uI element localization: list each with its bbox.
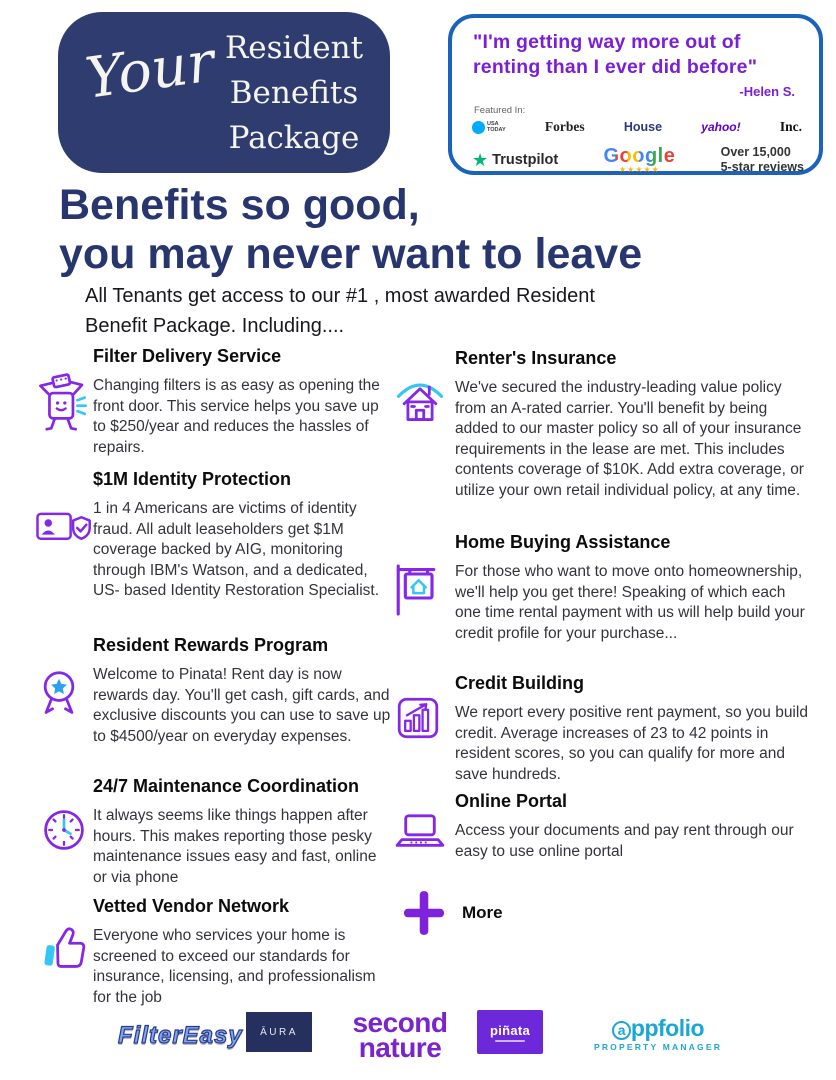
house-logo: House bbox=[623, 120, 663, 134]
benefit-online-portal bbox=[392, 790, 812, 862]
subheadline-line-2: Benefit Package. Including.... bbox=[85, 315, 345, 337]
trustpilot-star-icon: ★ bbox=[472, 150, 489, 170]
filter-box-character-icon bbox=[35, 371, 91, 440]
benefit-body: It always seems like things happen after hours. This makes reporting those pesky maintenance issues easy and fast, online or via phone bbox=[93, 807, 377, 886]
benefit-body: Access your documents and pay rent through our easy to use online portal bbox=[455, 822, 794, 860]
filtereasy-logo: FilterEasy bbox=[118, 1022, 243, 1049]
quote-line-1: "I'm getting way more out of bbox=[473, 31, 741, 53]
award-ribbon-icon bbox=[35, 664, 83, 729]
badge-line-2: Benefits bbox=[229, 75, 359, 111]
benefit-title: Online Portal bbox=[455, 791, 568, 811]
home-sale-sign-icon bbox=[392, 561, 440, 624]
google-stars-icon: ★★★★★ bbox=[618, 165, 660, 174]
pinata-logo-text: piñata bbox=[489, 1022, 531, 1038]
appfolio-logo-text: a ppfolio bbox=[583, 1016, 733, 1040]
quote-line-2: renting than I ever did before" bbox=[473, 56, 758, 78]
review-count-line-1: Over 15,000 bbox=[720, 145, 791, 159]
laptop-icon bbox=[395, 812, 445, 857]
benefit-title: Credit Building bbox=[455, 673, 584, 693]
badge-line-3: Package bbox=[228, 120, 360, 156]
appfolio-subtitle: PROPERTY MANAGER bbox=[593, 1042, 723, 1052]
pinata-tagline-line bbox=[495, 1040, 525, 1042]
benefit-more bbox=[392, 891, 692, 923]
benefit-home-buying bbox=[392, 531, 812, 644]
badge-line-1: Resident bbox=[224, 30, 364, 66]
pinata-logo bbox=[477, 1010, 543, 1054]
benefit-title: $1M Identity Protection bbox=[93, 469, 292, 489]
usa-today-text: USA TODAY bbox=[487, 121, 506, 133]
benefit-title: Renter's Insurance bbox=[455, 348, 617, 368]
benefit-vendor-network bbox=[35, 895, 393, 1008]
thumbs-up-icon bbox=[39, 921, 89, 978]
benefit-title: Filter Delivery Service bbox=[93, 346, 282, 366]
benefit-body: We report every positive rent payment, so you build credit. Average increases of 23 to 42 points in resident scores, so you can qualify for more and save hundreds. bbox=[455, 704, 808, 783]
benefit-body: Welcome to Pinata! Rent day is now rewards day. You'll get cash, gift cards, and exclusive discounts you can use to save up to $4500/year on everyday expenses. bbox=[93, 666, 391, 745]
inc-logo: Inc. bbox=[779, 119, 802, 134]
appfolio-logo bbox=[583, 1016, 733, 1052]
benefit-body: Everyone who services your home is screened to exceed our standards for insurance, licensing, and professionalism for the job bbox=[93, 927, 376, 1006]
subheadline bbox=[85, 281, 595, 341]
benefit-renters-insurance bbox=[392, 347, 812, 501]
id-card-shield-icon bbox=[35, 506, 93, 555]
benefit-title: Resident Rewards Program bbox=[93, 635, 329, 655]
featured-in-label: Featured In: bbox=[474, 105, 526, 116]
testimonial-card bbox=[448, 14, 823, 175]
benefit-title: Vetted Vendor Network bbox=[93, 896, 290, 916]
benefit-maintenance bbox=[35, 775, 393, 888]
usa-today-logo bbox=[472, 121, 506, 134]
subheadline-line-1: All Tenants get access to our #1 , most awarded Resident bbox=[85, 285, 595, 307]
clock-icon bbox=[41, 807, 87, 858]
second-nature-line-2: nature bbox=[358, 1032, 442, 1063]
google-logo bbox=[603, 146, 675, 174]
appfolio-a-icon: a bbox=[612, 1021, 631, 1040]
headline-line-2: you may never want to leave bbox=[59, 230, 643, 278]
usa-today-circle-icon bbox=[472, 121, 485, 134]
badge-title bbox=[208, 26, 380, 161]
benefit-identity-protection bbox=[35, 468, 393, 602]
yahoo-logo: yahoo! bbox=[701, 120, 741, 134]
benefit-credit-building bbox=[392, 672, 812, 785]
quote-attribution: -Helen S. bbox=[739, 84, 795, 99]
benefit-body: 1 in 4 Americans are victims of identity fraud. All adult leaseholders get $1M coverage backed by AIG, monitoring through IBM's Watson, and a dedicated, US- based Identity Restoration Specialist. bbox=[93, 500, 380, 599]
benefit-body: We've secured the industry-leading value policy from an A-rated carrier. You'll benefit by being added to our master policy so all of your insurance requirements in the lease are met. This includes contents coverage of $10K. Add extra coverage, or utilize your own retail individual policy, at any time. bbox=[455, 379, 804, 499]
trustpilot-text: Trustpilot bbox=[492, 152, 559, 168]
trustpilot-logo bbox=[472, 151, 558, 169]
benefit-body: Changing filters is as easy as opening the front door. This service helps you save up to $250/year and reduces the hassles of repairs. bbox=[93, 377, 380, 456]
review-count-line-2: 5-star reviews bbox=[720, 160, 804, 174]
badge-script-word: Your bbox=[81, 29, 219, 112]
second-nature-line-1: second bbox=[352, 1007, 448, 1038]
credit-chart-icon bbox=[396, 696, 440, 745]
review-count bbox=[721, 145, 804, 175]
forbes-logo: Forbes bbox=[544, 119, 585, 134]
aura-logo-text: ĀURA bbox=[260, 1026, 298, 1038]
brand-badge bbox=[58, 12, 390, 173]
insured-home-icon bbox=[392, 373, 448, 432]
second-nature-logo bbox=[340, 1007, 460, 1063]
benefit-resident-rewards bbox=[35, 634, 393, 747]
benefit-title: Home Buying Assistance bbox=[455, 532, 671, 552]
aura-logo bbox=[246, 1012, 312, 1052]
plus-icon bbox=[404, 891, 444, 940]
benefit-filter-delivery bbox=[35, 345, 393, 458]
benefit-title: 24/7 Maintenance Coordination bbox=[93, 776, 360, 796]
benefit-body: For those who want to move onto homeownership, we'll help you get there! Speaking of which each one time rental payment with us will help build your credit profile for your purchase... bbox=[455, 563, 805, 642]
press-logo-row bbox=[472, 117, 802, 137]
more-label: More bbox=[462, 903, 503, 922]
headline-line-1: Benefits so good, bbox=[59, 181, 420, 229]
google-text: Google bbox=[603, 145, 676, 167]
review-logo-row bbox=[472, 144, 804, 176]
